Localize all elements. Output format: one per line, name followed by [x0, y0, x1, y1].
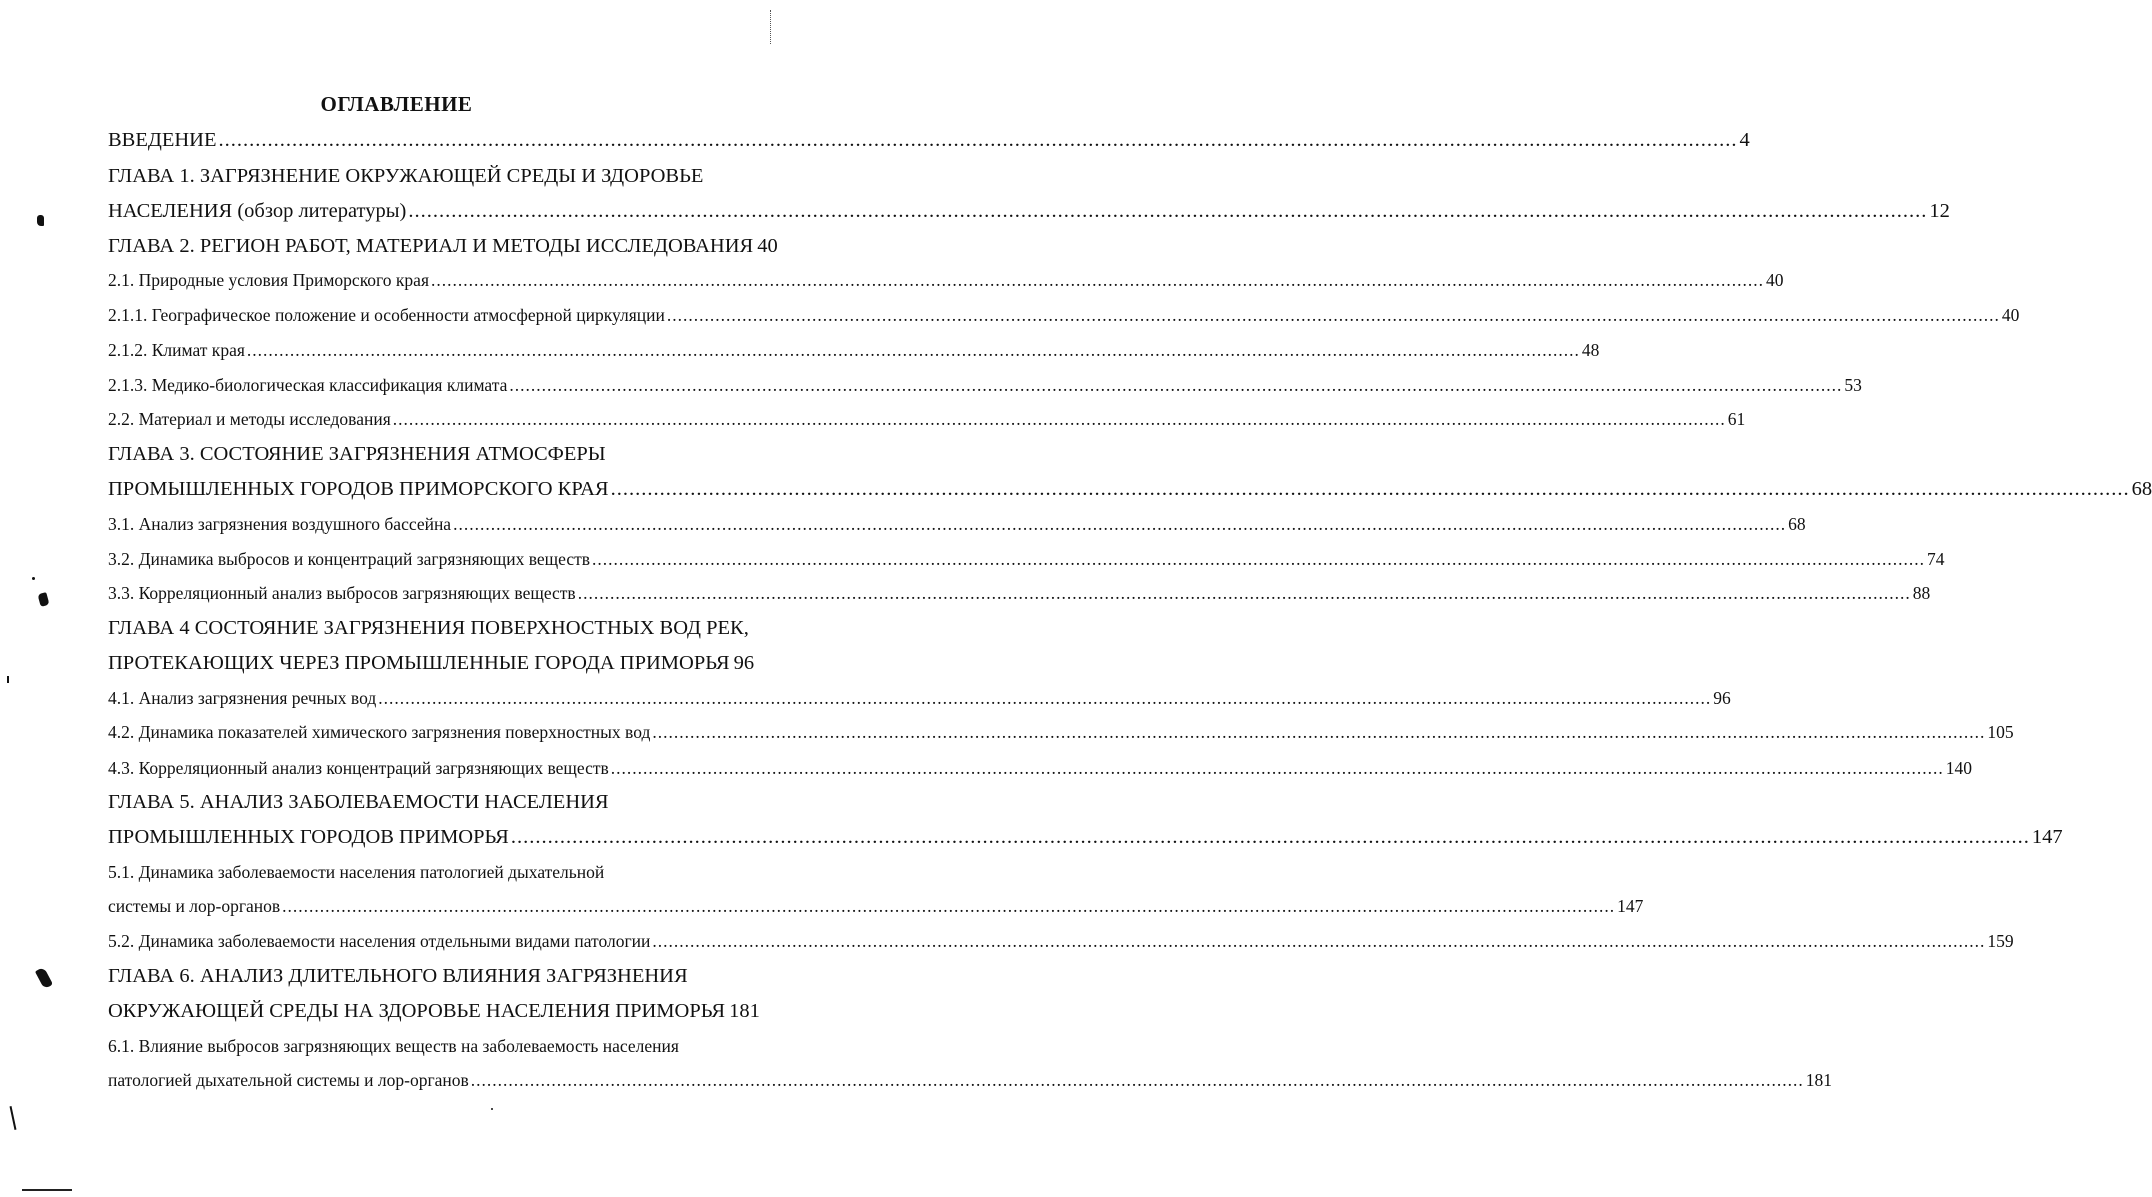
toc-entry: [108, 720, 2014, 744]
toc-entry: [108, 756, 1973, 780]
toc-entry-page: 40: [2001, 305, 2020, 325]
toc-entry-page: 159: [1987, 931, 2014, 951]
toc-entry-text: 2.1. Природные условия Приморского края: [108, 270, 429, 290]
toc-entry-text: ПРОМЫШЛЕННЫХ ГОРОДОВ ПРИМОРСКОГО КРАЯ: [108, 478, 609, 500]
toc-entry: [108, 234, 778, 258]
toc-entry: [108, 686, 1731, 710]
toc-entry-text: ГЛАВА 6. АНАЛИЗ ДЛИТЕЛЬНОГО ВЛИЯНИЯ ЗАГРЯЗНЕНИЯ: [108, 965, 688, 987]
toc-entry: [108, 894, 1644, 918]
toc-entry-text: ГЛАВА 4 СОСТОЯНИЕ ЗАГРЯЗНЕНИЯ ПОВЕРХНОСТНЫХ ВОД РЕК,: [108, 617, 749, 639]
toc-entry-text: 3.1. Анализ загрязнения воздушного бассейна: [108, 514, 452, 534]
dot-leader: [667, 303, 2000, 327]
dot-leader: [408, 199, 1927, 223]
toc-entry-text: ГЛАВА 1. ЗАГРЯЗНЕНИЕ ОКРУЖАЮЩЕЙ СРЕДЫ И ЗДОРОВЬЕ: [108, 165, 704, 187]
toc-entry: [108, 616, 753, 640]
dot-leader: [652, 929, 1985, 953]
toc-entry: [108, 929, 2014, 953]
dot-leader: [431, 268, 1764, 292]
toc-entry: [108, 860, 753, 884]
dot-leader: [282, 894, 1615, 918]
toc-entry: [108, 964, 753, 988]
dot-leader: [393, 407, 1726, 431]
toc-entry: [108, 999, 760, 1023]
toc-entry-page: 105: [1987, 722, 2014, 742]
toc-entry: [108, 303, 2020, 327]
toc-entry: [108, 199, 1950, 223]
scan-edge-rule: [22, 1189, 72, 1191]
toc-entry-page: 40: [757, 235, 778, 257]
toc-entry-page: 96: [733, 652, 755, 674]
toc-entry-text: 2.2. Материал и методы исследования: [108, 409, 391, 429]
toc-entry-page: 53: [1844, 375, 1862, 395]
toc-entry-page: 147: [2031, 826, 2063, 848]
dot-leader: [578, 581, 1911, 605]
toc-entry-page: 68: [1788, 514, 1806, 534]
toc-entry-page: 88: [1912, 583, 1931, 603]
dot-leader: [592, 547, 1925, 571]
toc-entry: [108, 164, 753, 188]
toc-entry-page: 40: [1766, 270, 1784, 290]
toc-entry: [108, 442, 753, 466]
toc-entry-text: 2.1.2. Климат края: [108, 340, 245, 360]
dot-leader: [611, 756, 1944, 780]
scan-speck: [32, 577, 35, 580]
toc-entry: [108, 373, 1862, 397]
toc-entry-text: НАСЕЛЕНИЯ (обзор литературы): [108, 200, 407, 222]
toc-entry: [108, 581, 1931, 605]
toc-entry: [108, 338, 1600, 362]
toc-entry-text: ВВЕДЕНИЕ: [108, 129, 217, 151]
toc-entry-text: 4.3. Корреляционный анализ концентраций загрязняющих веществ: [108, 758, 609, 778]
toc-entry-page: 181: [729, 1000, 760, 1022]
toc-entry-page: 140: [1945, 758, 1973, 778]
dot-leader: [247, 338, 1580, 362]
scan-speck: [491, 1108, 493, 1110]
toc-entry-page: 61: [1727, 409, 1746, 429]
toc-entry-page: 74: [1927, 549, 1945, 569]
dot-leader: [471, 1068, 1804, 1092]
toc-entry: [108, 1068, 1833, 1092]
dot-leader: [219, 128, 1738, 152]
toc-entry-page: 48: [1581, 340, 1600, 360]
toc-entry-text: 2.1.1. Географическое положение и особенности атмосферной циркуляции: [108, 305, 665, 325]
toc-entry-text: ПРОМЫШЛЕННЫХ ГОРОДОВ ПРИМОРЬЯ: [108, 826, 509, 848]
scan-speck: [7, 676, 9, 683]
toc-entry-text: 3.3. Корреляционный анализ выбросов загрязняющих веществ: [108, 583, 576, 603]
toc-entry: [108, 651, 753, 675]
toc-entry: [108, 268, 1784, 292]
dot-leader: [378, 686, 1711, 710]
toc-entry-page: 147: [1617, 896, 1644, 916]
toc-entry-page: 4: [1739, 129, 1750, 151]
page-title: ОГЛАВЛЕНИЕ: [320, 92, 473, 116]
dot-leader: [453, 512, 1786, 536]
toc-entry-text: 5.2. Динамика заболеваемости населения отдельными видами патологии: [108, 931, 651, 951]
toc-entry: [108, 477, 2152, 501]
toc-entry: [108, 790, 753, 814]
toc-entry-text: ГЛАВА 5. АНАЛИЗ ЗАБОЛЕВАЕМОСТИ НАСЕЛЕНИЯ: [108, 791, 609, 813]
toc-entry-text: ГЛАВА 3. СОСТОЯНИЕ ЗАГРЯЗНЕНИЯ АТМОСФЕРЫ: [108, 443, 606, 465]
toc-entry-text: системы и лор-органов: [108, 896, 281, 916]
toc-entry-text: ПРОТЕКАЮЩИХ ЧЕРЕЗ ПРОМЫШЛЕННЫЕ ГОРОДА ПРИМОРЬЯ: [108, 652, 730, 674]
dot-leader: [511, 825, 2030, 849]
toc-entry-text: ГЛАВА 2. РЕГИОН РАБОТ, МАТЕРИАЛ И МЕТОДЫ ИССЛЕДОВАНИЯ: [108, 235, 754, 257]
toc-entry: [108, 825, 2063, 849]
toc-entry-text: 6.1. Влияние выбросов загрязняющих веществ на заболеваемость населения: [108, 1036, 679, 1056]
toc-entry-text: 5.1. Динамика заболеваемости населения патологией дыхательной: [108, 862, 605, 882]
toc-entry-text: ОКРУЖАЮЩЕЙ СРЕДЫ НА ЗДОРОВЬЕ НАСЕЛЕНИЯ ПРИМОРЬЯ: [108, 1000, 726, 1022]
scan-speck: [37, 215, 44, 226]
toc-entry-page: 181: [1805, 1070, 1833, 1090]
toc-entry: [108, 128, 1750, 152]
toc-entry: [108, 407, 1746, 431]
toc-entry-text: 4.2. Динамика показателей химического загрязнения поверхностных вод: [108, 722, 651, 742]
scan-edge-mark: [770, 10, 772, 44]
toc-entry-text: 3.2. Динамика выбросов и концентраций загрязняющих веществ: [108, 549, 591, 569]
toc-entry: [108, 1034, 753, 1058]
toc-entry-text: 4.1. Анализ загрязнения речных вод: [108, 688, 377, 708]
toc-entry-page: 12: [1929, 200, 1950, 222]
toc-entry-page: 68: [2131, 478, 2152, 500]
dot-leader: [652, 720, 1985, 744]
dot-leader: [509, 373, 1842, 397]
toc-entry-text: 2.1.3. Медико-биологическая классификация климата: [108, 375, 508, 395]
toc-entry-page: 96: [1713, 688, 1731, 708]
toc-entry: [108, 512, 1806, 536]
toc-entry: [108, 547, 1945, 571]
toc-entry-text: патологией дыхательной системы и лор-органов: [108, 1070, 469, 1090]
dot-leader: [611, 477, 2130, 501]
